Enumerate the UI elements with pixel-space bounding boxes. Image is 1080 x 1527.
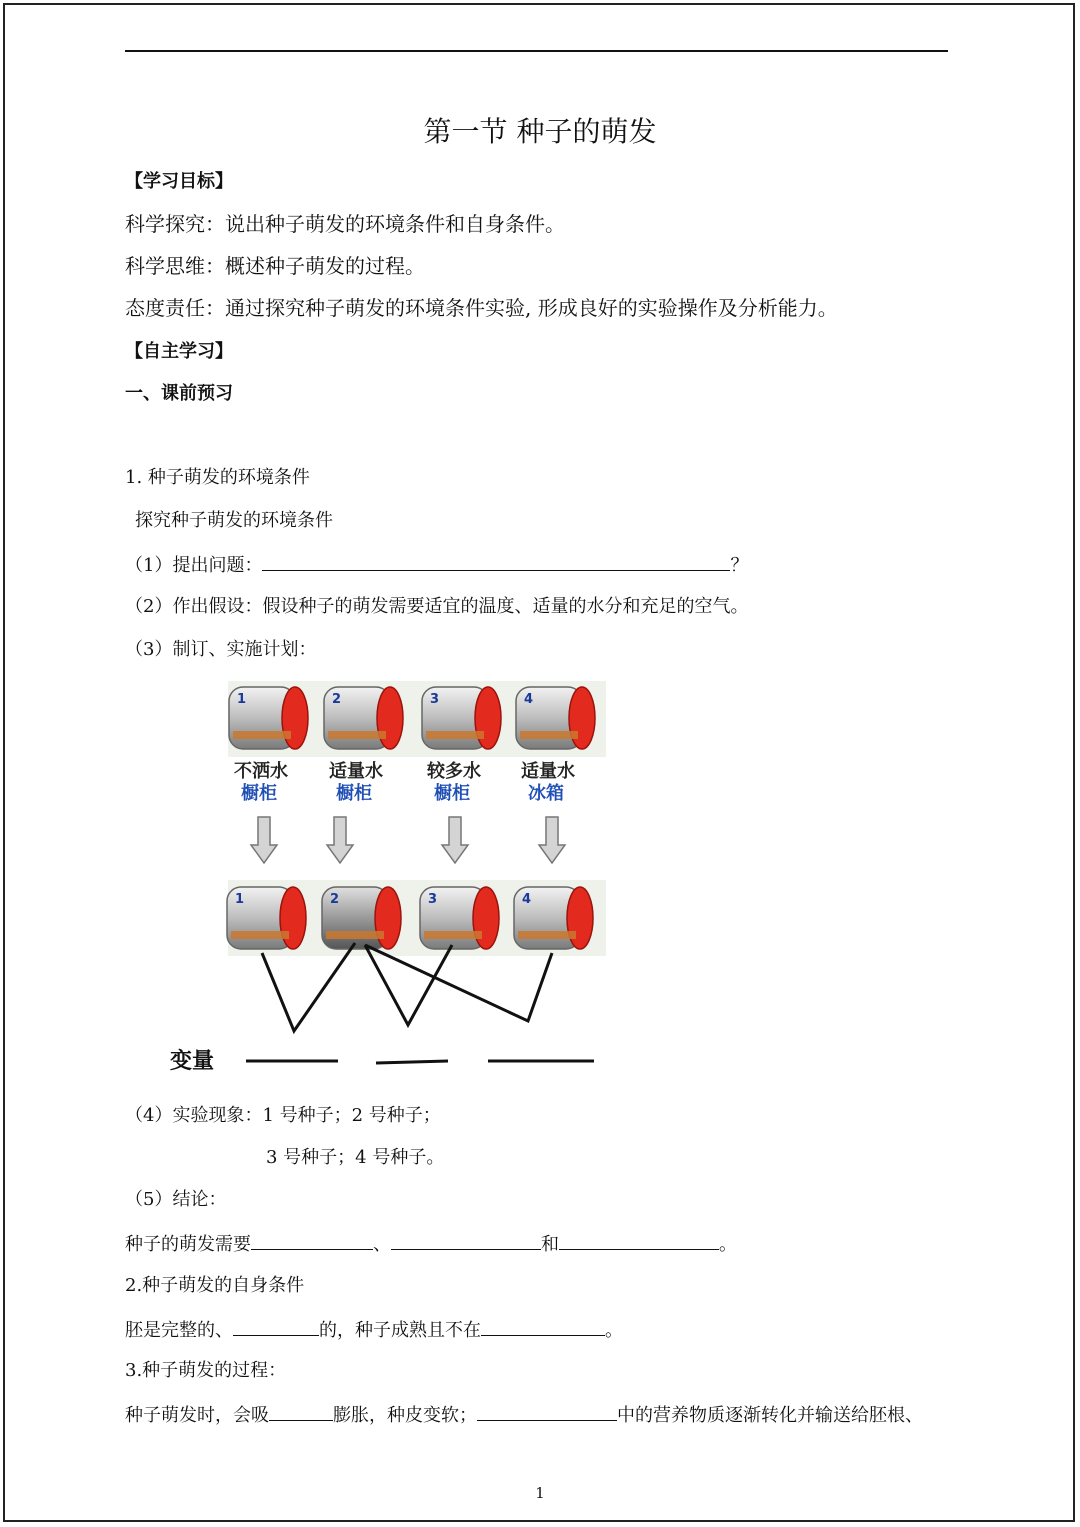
conclusion-sep: 、	[373, 1234, 391, 1255]
jar-water-label: 适量水	[329, 761, 383, 782]
conclusion-prefix: 种子的萌发需要	[125, 1234, 251, 1255]
seed-jar	[324, 687, 403, 749]
seed-jar	[422, 687, 501, 749]
item1-title: 1. 种子萌发的环境条件	[125, 467, 310, 488]
jar-number: 1	[237, 692, 247, 707]
answer-blank[interactable]	[477, 1402, 617, 1421]
answer-blank[interactable]	[391, 1231, 541, 1250]
variable-blank[interactable]	[376, 1061, 448, 1063]
item2-line	[125, 1317, 623, 1343]
conclusion-line	[125, 1231, 737, 1257]
section-learning-goals: 【学习目标】	[125, 171, 233, 192]
item2-title: 2.种子萌发的自身条件	[125, 1275, 305, 1296]
item3-text: 种子萌发时，会吸	[125, 1405, 269, 1426]
step3-plan: （3）制订、实施计划：	[125, 639, 317, 660]
jar-place-label: 橱柜	[241, 783, 277, 804]
jar-water-label: 适量水	[521, 761, 575, 782]
subsection-preview: 一、课前预习	[125, 383, 233, 404]
down-arrow-icon	[442, 817, 468, 863]
jar-place-label: 橱柜	[336, 783, 372, 804]
page-title: 第一节 种子的萌发	[423, 115, 657, 148]
seed-jar	[229, 687, 308, 749]
step2-hypothesis: （2）作出假设：假设种子的萌发需要适宜的温度、适量的水分和充足的空气。	[125, 596, 749, 617]
step1-end: ？	[730, 555, 749, 576]
goal-line: 态度责任：通过探究种子萌发的环境条件实验, 形成良好的实验操作及分析能力。	[125, 296, 838, 320]
answer-blank[interactable]	[262, 552, 730, 571]
answer-blank[interactable]	[233, 1317, 319, 1336]
item3-text: 膨胀，种皮变软；	[333, 1405, 477, 1426]
seed-jar	[516, 687, 595, 749]
down-arrow-icon	[327, 817, 353, 863]
jar-water-label: 较多水	[427, 761, 481, 782]
jar-number: 2	[330, 892, 340, 907]
experiment-figure	[160, 675, 620, 1085]
jar-place-label: 橱柜	[434, 783, 470, 804]
goal-line: 科学思维：概述种子萌发的过程。	[125, 254, 425, 278]
seed-jar	[514, 887, 593, 949]
conclusion-end: 。	[719, 1234, 737, 1255]
page-number: 1	[535, 1484, 545, 1502]
seed-jar	[227, 887, 306, 949]
item3-title: 3.种子萌发的过程：	[125, 1360, 287, 1381]
item2-text: 胚是完整的、	[125, 1320, 233, 1341]
item2-end: 。	[605, 1320, 623, 1341]
jar-number: 3	[430, 692, 440, 707]
jar-place-label: 冰箱	[528, 783, 564, 804]
down-arrow-icon	[251, 817, 277, 863]
seed-jar	[322, 887, 401, 949]
jar-number: 4	[522, 892, 532, 907]
step4-line1: （4）实验现象：1 号种子；2 号种子；	[125, 1105, 441, 1126]
step1-question	[125, 552, 748, 578]
jar-number: 1	[235, 892, 245, 907]
item1-subtitle: 探究种子萌发的环境条件	[135, 510, 333, 531]
variable-label: 变量	[170, 1049, 215, 1074]
seed-jar	[420, 887, 499, 949]
item3-text: 中的营养物质逐渐转化并输送给胚根、	[617, 1405, 923, 1426]
conclusion-sep: 和	[541, 1234, 559, 1255]
answer-blank[interactable]	[269, 1402, 333, 1421]
jar-number: 3	[428, 892, 438, 907]
answer-blank[interactable]	[251, 1231, 373, 1250]
jar-number: 4	[524, 692, 534, 707]
step5-conclusion: （5）结论：	[125, 1189, 227, 1210]
goal-line: 科学探究：说出种子萌发的环境条件和自身条件。	[125, 212, 565, 236]
down-arrow-icon	[539, 817, 565, 863]
jar-water-label: 不洒水	[234, 761, 288, 782]
section-self-study: 【自主学习】	[125, 341, 233, 362]
header-rule	[125, 50, 948, 52]
item2-text: 的，种子成熟且不在	[319, 1320, 481, 1341]
answer-blank[interactable]	[481, 1317, 605, 1336]
connector-line	[365, 945, 552, 1021]
connector-line	[262, 943, 355, 1031]
item3-line	[125, 1402, 923, 1428]
step1-label: （1）提出问题：	[125, 555, 263, 576]
step4-line2: 3 号种子；4 号种子。	[266, 1147, 445, 1168]
jar-number: 2	[332, 692, 342, 707]
answer-blank[interactable]	[559, 1231, 719, 1250]
connector-line	[365, 945, 452, 1025]
